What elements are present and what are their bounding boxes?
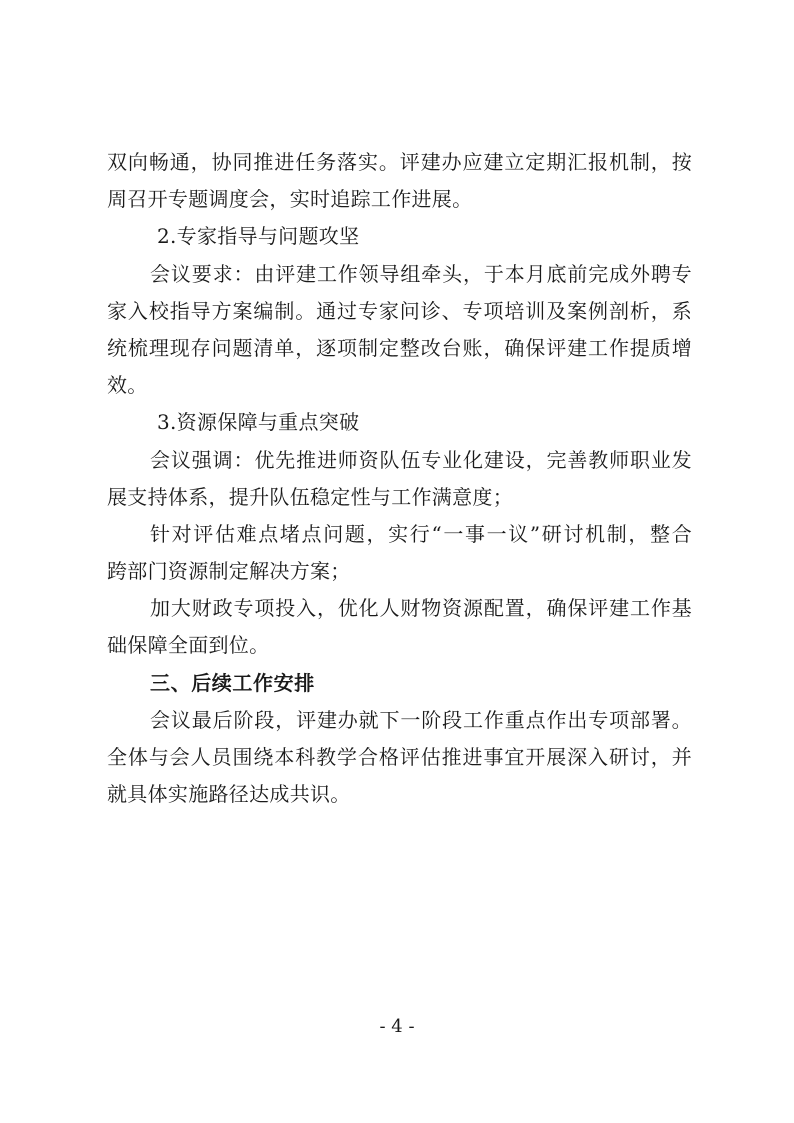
paragraph-line: 跨部门资源制定解决方案； (107, 559, 351, 584)
paragraph-line: 针对评估难点堵点问题，实行“一事一议”研讨机制，整合 (150, 521, 692, 546)
paragraph-line: 家入校指导方案编制。通过专家问诊、专项培训及案例剖析，系 (107, 298, 692, 323)
paragraph-follow-up-arrangement (107, 702, 692, 814)
paragraph-line: 会议强调：优先推进师资队伍专业化建设，完善教师职业发 (150, 447, 692, 472)
paragraph-meeting-requirements (107, 256, 692, 405)
document-body (107, 144, 692, 813)
paragraph-line: 统梳理现存问题清单，逐项制定整改台账，确保评建工作提质增 (107, 335, 692, 360)
paragraph-line: 周召开专题调度会，实时追踪工作进展。 (107, 187, 473, 212)
paragraph-line: 会议最后阶段，评建办就下一阶段工作重点作出专项部署。 (150, 707, 692, 732)
page-number: - 4 - (379, 1016, 415, 1037)
paragraph-line: 加大财政专项投入，优化人财物资源配置，确保评建工作基 (150, 596, 692, 621)
paragraph-line: 展支持体系，提升队伍稳定性与工作满意度； (107, 484, 513, 509)
paragraph-continued (107, 144, 692, 218)
paragraph-line: 效。 (107, 373, 148, 398)
paragraph-financial-investment (107, 590, 692, 664)
paragraph-difficult-issues (107, 516, 692, 590)
subheading-resource-support: 3.资源保障与重点突破 (157, 410, 360, 435)
paragraph-line: 会议要求：由评建工作领导组牵头，于本月底前完成外聘专 (150, 261, 692, 286)
paragraph-line: 全体与会人员围绕本科教学合格评估推进事宜开展深入研讨，并 (107, 745, 692, 769)
paragraph-line: 双向畅通，协同推进任务落实。评建办应建立定期汇报机制，按 (107, 150, 692, 174)
paragraph-line: 就具体实施路径达成共识。 (107, 782, 351, 807)
paragraph-line: 础保障全面到位。 (107, 633, 270, 658)
subheading-expert-guidance: 2.专家指导与问题攻坚 (157, 224, 360, 249)
section-heading-follow-up: 三、后续工作安排 (150, 670, 315, 695)
paragraph-meeting-emphasis (107, 442, 692, 516)
